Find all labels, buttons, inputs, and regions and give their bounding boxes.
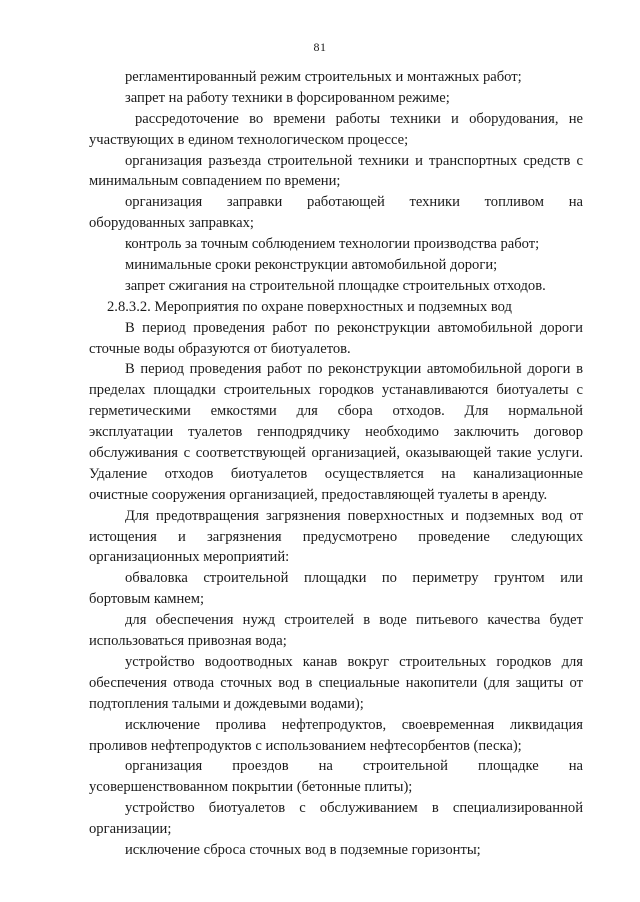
- text-line: организация разъезда строительной техники и транспортных средств с: [125, 152, 583, 169]
- text-line: усовершенствованном покрытии (бетонные плиты);: [89, 779, 413, 796]
- text-line: запрет сжигания на строительной площадке строительных отходов.: [125, 277, 546, 294]
- text-line: организация проездов на строительной площадке на: [125, 758, 583, 775]
- text-line: организация заправки работающей техники топливом на: [125, 194, 583, 211]
- text-line: обваловка строительной площадки по периметру грунтом или: [125, 570, 583, 587]
- text-line: подтопления талыми и дождевыми водами);: [89, 695, 364, 712]
- text-line: для обеспечения нужд строителей в воде питьевого качества будет: [125, 612, 583, 629]
- text-line: устройство водоотводных канав вокруг строительных городков для: [125, 653, 583, 670]
- text-line: исключение сброса сточных вод в подземные горизонты;: [125, 841, 481, 858]
- text-line: обслуживания с соответствующей организацией, оказывающей такие услуги.: [89, 445, 583, 462]
- page-number: 81: [313, 40, 327, 54]
- text-line: запрет на работу техники в форсированном режиме;: [125, 89, 450, 106]
- text-line: оборудованных заправках;: [89, 215, 254, 232]
- text-line: сточные воды образуются от биотуалетов.: [89, 340, 351, 357]
- text-line: Удаление отходов биотуалетов осуществляется на канализационные: [89, 465, 583, 482]
- text-line: минимальным совпадением по времени;: [89, 173, 341, 190]
- text-line: истощения и загрязнения предусмотрено проведение следующих: [89, 528, 583, 545]
- text-line: бортовым камнем;: [89, 591, 205, 608]
- text-line: минимальные сроки реконструкции автомобильной дороги;: [125, 257, 498, 274]
- text-line: рассредоточение во времени работы техники и оборудования, не: [135, 110, 583, 127]
- text-line: 2.8.3.2. Мероприятия по охране поверхностных и подземных вод: [107, 298, 512, 315]
- text-line: очистные сооружения организацией, предоставляющей туалеты в аренду.: [89, 486, 548, 503]
- text-line: герметическими емкостями для сбора отходов. Для нормальной: [89, 403, 583, 420]
- text-line: обеспечения отвода сточных вод в специальные накопители (для защиты от: [89, 674, 583, 691]
- text-line: использоваться привозная вода;: [89, 633, 287, 650]
- text-line: участвующих в едином технологическом процессе;: [89, 131, 409, 148]
- text-line: эксплуатации туалетов генподрядчику необходимо заключить договор: [89, 424, 583, 441]
- text-line: организации;: [89, 821, 172, 838]
- text-line: Для предотвращения загрязнения поверхностных и подземных вод от: [125, 507, 583, 524]
- text-line: регламентированный режим строительных и монтажных работ;: [125, 69, 522, 85]
- text-line: В период проведения работ по реконструкции автомобильной дороги в: [125, 361, 583, 378]
- text-line: В период проведения работ по реконструкции автомобильной дороги: [125, 319, 583, 336]
- text-line: устройство биотуалетов с обслуживанием в специализированной: [125, 800, 583, 817]
- text-line: пределах площадки строительных городков устанавливаются биотуалеты с: [89, 382, 583, 399]
- text-line: организационных мероприятий:: [89, 549, 290, 566]
- text-line: исключение пролива нефтепродуктов, своевременная ликвидация: [125, 716, 583, 733]
- text-line: контроль за точным соблюдением технологии производства работ;: [125, 236, 540, 253]
- text-line: проливов нефтепродуктов с использованием нефтесорбентов (песка);: [89, 737, 522, 754]
- document-body: [89, 67, 583, 861]
